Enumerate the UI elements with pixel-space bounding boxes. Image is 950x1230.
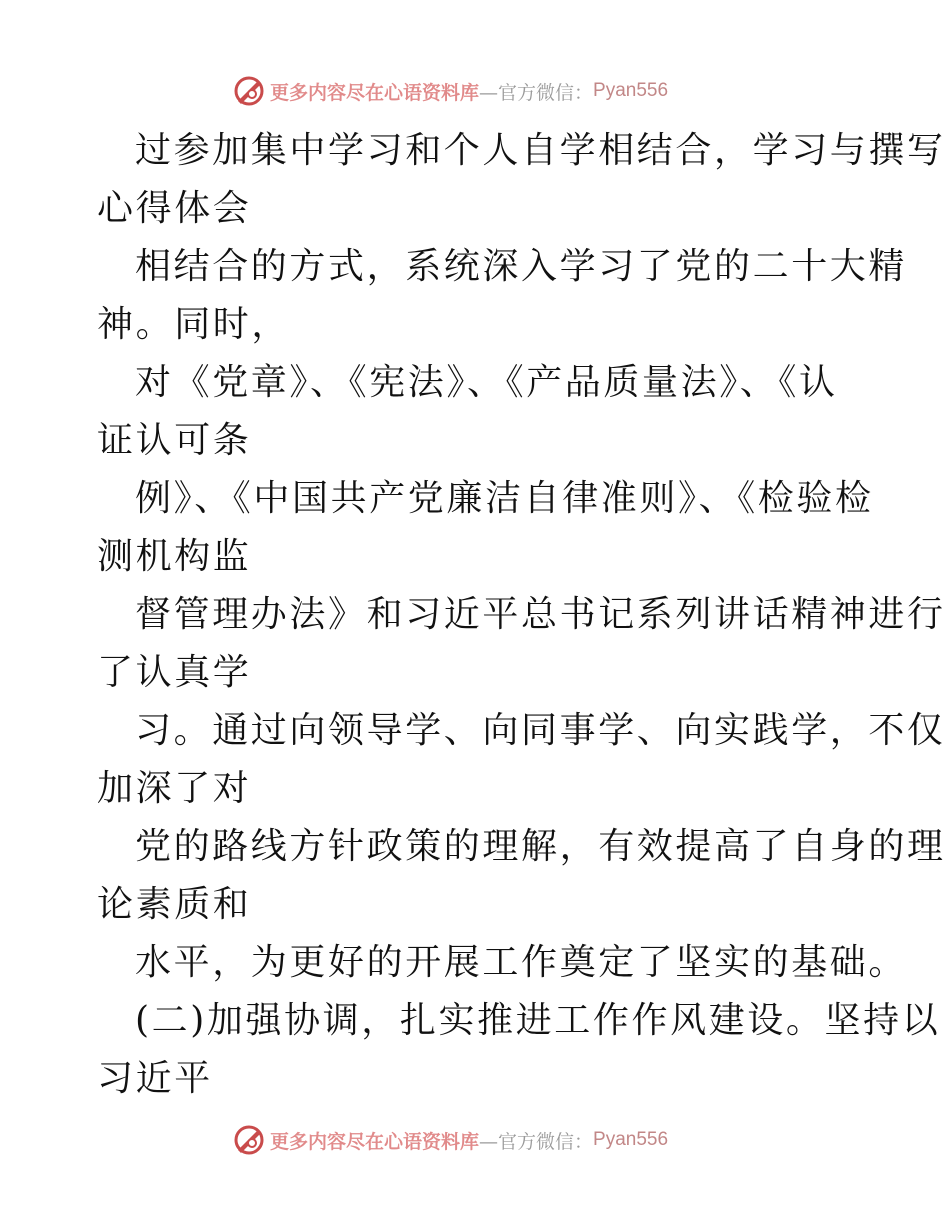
header-watermark [232,73,668,109]
text-line: 水平，为更好的开展工作奠定了坚实的基础。 [135,942,908,983]
text-line: 心得体会 [97,188,252,229]
text-line: 神。同时， [97,304,291,345]
text-line: 习近平 [97,1058,213,1099]
text-line: 习。通过向领导学、向同事学、向实践学，不仅 [135,710,946,751]
text-line: 测机构监 [97,536,252,577]
text-line: 对《党章》、《宪法》、《产品质量法》、《认 [135,362,838,403]
text-line: 例》、《中国共产党廉洁自律准则》、《检验检 [135,478,874,519]
text-line: 过参加集中学习和个人自学相结合，学习与撰写 [135,130,946,171]
watermark-id-text: Pyan556 [593,1129,669,1150]
watermark-separator-text: —官方微信： [479,1130,594,1153]
watermark-id-text: Pyan556 [593,80,669,101]
text-line: 加深了对 [97,768,252,809]
document-body [97,122,946,1108]
pen-logo-icon [232,74,266,108]
text-line: 证认可条 [97,420,252,461]
watermark-main-text: 更多内容尽在心语资料库 [270,81,480,104]
text-line: 论素质和 [97,884,252,925]
footer-watermark [232,1122,668,1158]
text-line: 了认真学 [97,652,252,693]
text-line: 党的路线方针政策的理解，有效提高了自身的理 [135,826,946,867]
watermark-main-text: 更多内容尽在心语资料库 [270,1130,480,1153]
watermark-separator-text: —官方微信： [479,81,594,104]
text-line: 督管理办法》和习近平总书记系列讲话精神进行 [135,594,946,635]
text-line: (二)加强协调，扎实推进工作作风建设。坚持以 [135,1000,941,1041]
pen-logo-icon [232,1123,266,1157]
text-line: 相结合的方式，系统深入学习了党的二十大精 [135,246,908,287]
